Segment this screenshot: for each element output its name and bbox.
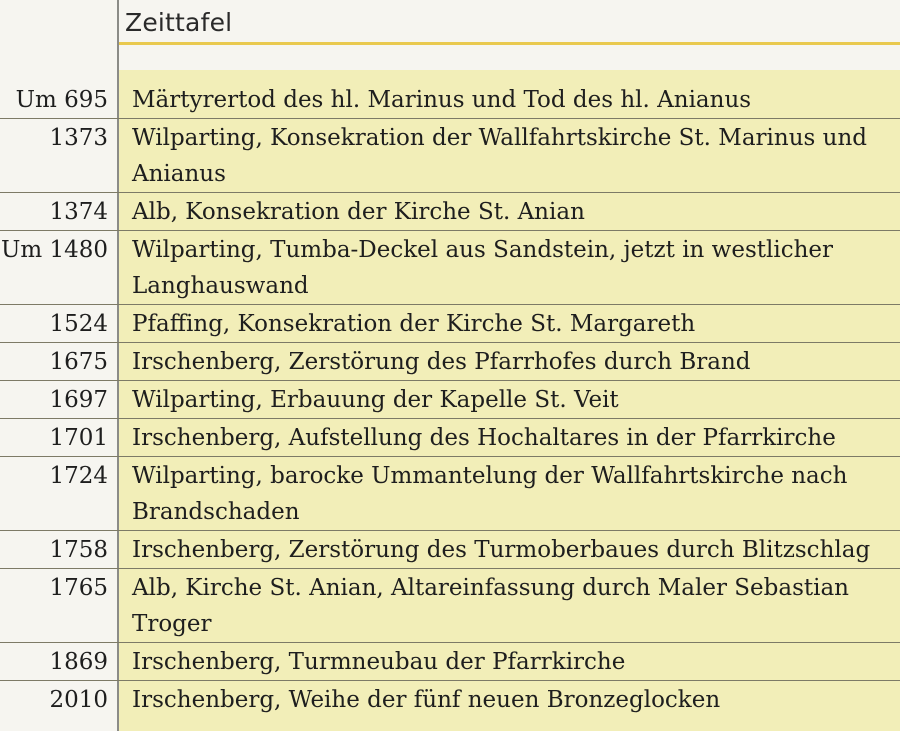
timeline-year: 1374 xyxy=(49,199,108,225)
timeline-event: Alb, Konsekration der Kirche St. Anian xyxy=(132,199,585,225)
timeline-event: Wilparting, Erbauung der Kapelle St. Veit xyxy=(132,387,619,413)
timeline-table xyxy=(0,81,900,718)
timeline-event: Wilparting, barocke Ummantelung der Wallfahrtskirche nach Brandschaden xyxy=(132,463,848,525)
timeline-year: Um 695 xyxy=(15,87,108,113)
timeline-year: Um 1480 xyxy=(0,237,108,263)
timeline-row xyxy=(0,381,900,419)
timeline-row xyxy=(0,305,900,343)
timeline-row xyxy=(0,193,900,231)
timeline-event: Wilparting, Konsekration der Wallfahrtskirche St. Marinus und Anianus xyxy=(132,125,868,187)
timeline-event: Irschenberg, Weihe der fünf neuen Bronzeglocken xyxy=(132,687,721,713)
timeline-year: 2010 xyxy=(49,687,108,713)
timeline-year: 1724 xyxy=(49,463,108,489)
timeline-year: 1697 xyxy=(49,387,108,413)
timeline-event: Irschenberg, Turmneubau der Pfarrkirche xyxy=(132,649,626,675)
timeline-year: 1765 xyxy=(49,575,108,601)
timeline-year: 1373 xyxy=(49,125,108,151)
timeline-row xyxy=(0,569,900,643)
timeline-row xyxy=(0,531,900,569)
timeline-year: 1524 xyxy=(49,311,108,337)
timeline-year: 1675 xyxy=(49,349,108,375)
timeline-event: Irschenberg, Zerstörung des Turmoberbaues durch Blitzschlag xyxy=(132,537,871,563)
page-title: Zeittafel xyxy=(125,8,233,37)
title-underline xyxy=(119,42,900,45)
timeline-event: Irschenberg, Aufstellung des Hochaltares in der Pfarrkirche xyxy=(132,425,836,451)
timeline-year: 1758 xyxy=(49,537,108,563)
timeline-year: 1869 xyxy=(49,649,108,675)
timeline-event: Märtyrertod des hl. Marinus und Tod des hl. Anianus xyxy=(132,87,752,113)
timeline-row xyxy=(0,231,900,305)
timeline-row xyxy=(0,643,900,681)
timeline-year: 1701 xyxy=(49,425,108,451)
timeline-event: Pfaffing, Konsekration der Kirche St. Margareth xyxy=(132,311,696,337)
timeline-event: Alb, Kirche St. Anian, Altareinfassung durch Maler Sebastian Troger xyxy=(132,575,849,637)
timeline-row xyxy=(0,419,900,457)
timeline-row xyxy=(0,681,900,718)
timeline-row xyxy=(0,457,900,531)
timeline-row xyxy=(0,119,900,193)
timeline-event: Irschenberg, Zerstörung des Pfarrhofes durch Brand xyxy=(132,349,751,375)
timeline-row xyxy=(0,343,900,381)
timeline-row xyxy=(0,81,900,119)
timeline-event: Wilparting, Tumba-Deckel aus Sandstein, jetzt in westlicher Langhauswand xyxy=(132,237,834,299)
